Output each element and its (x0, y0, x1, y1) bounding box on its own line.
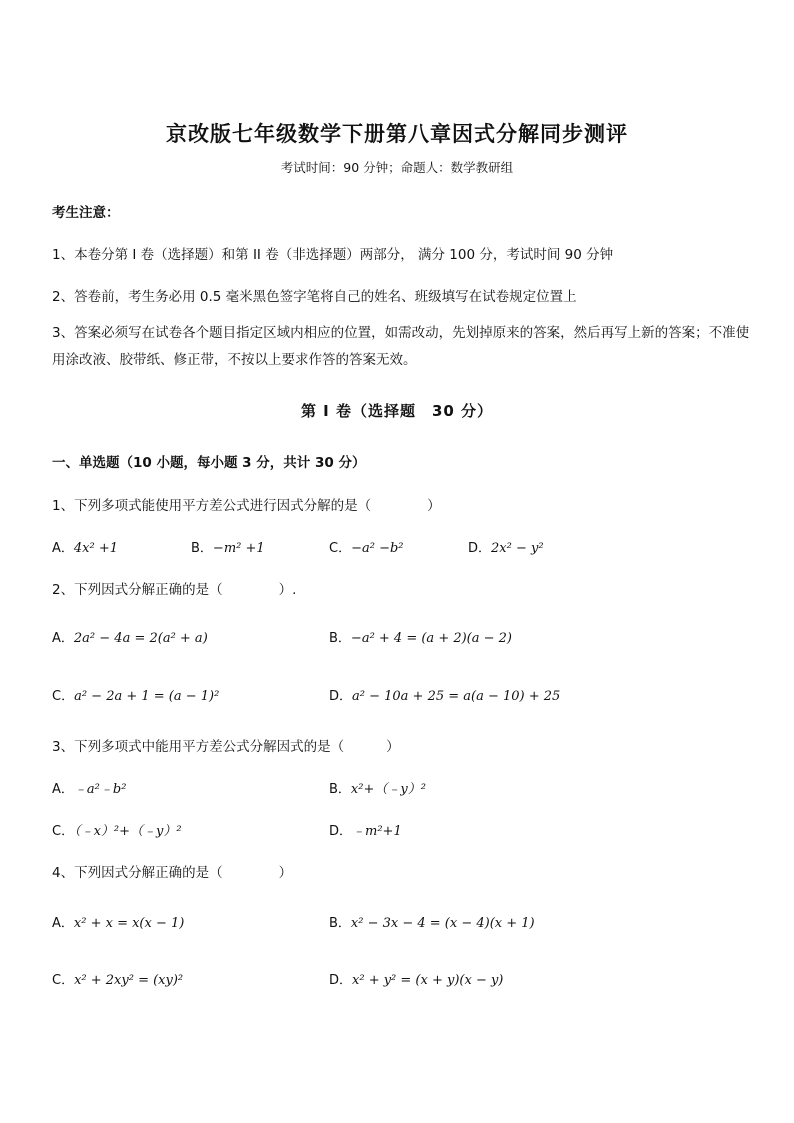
option-label: A． (52, 541, 74, 556)
question-2-stem (52, 578, 296, 598)
question-3-stem (52, 735, 400, 755)
option-c (329, 537, 404, 556)
option-expr: ﹣a²﹣b² (73, 782, 127, 797)
option-a (52, 778, 126, 797)
option-expr: x²+（﹣y）² (350, 782, 426, 797)
question-stem-close: ） (386, 739, 400, 755)
option-label: D． (329, 824, 353, 839)
option-expr: −a² −b² (351, 541, 404, 556)
option-expr: 4x² +1 (73, 541, 119, 556)
option-b (329, 778, 426, 797)
option-expr: （﹣x）²+（﹣y）² (74, 824, 182, 839)
question-4-stem (52, 861, 292, 881)
option-expr: x² + y² = (x + y)(x − y) (352, 973, 504, 988)
option-label: A． (52, 916, 74, 931)
option-expr: 2a² − 4a = 2(a² + a) (73, 631, 208, 646)
option-expr: −a² + 4 = (a + 2)(a − 2) (350, 631, 513, 646)
question-stem-text: 2、下列因式分解正确的是（ (52, 582, 223, 598)
question-1-stem (52, 494, 441, 514)
option-expr: 2x² − y² (491, 541, 544, 556)
option-expr: −m² +1 (212, 541, 265, 556)
option-label: A． (52, 631, 74, 646)
option-expr: x² − 3x − 4 = (x − 4)(x + 1) (350, 916, 535, 931)
section-title: 第 I 卷（选择题 30 分） (300, 402, 494, 420)
question-stem-text: 1、下列多项式能使用平方差公式进行因式分解的是（ (52, 498, 372, 514)
question-stem-text: 3、下列多项式中能用平方差公式分解因式的是（ (52, 739, 345, 755)
option-label: B． (329, 916, 351, 931)
notes-heading: 考生注意： (52, 205, 120, 221)
question-stem-close: ） (278, 865, 293, 881)
option-expr: x² + 2xy² = (xy)² (74, 973, 184, 988)
option-expr: ﹣m²+1 (352, 824, 402, 839)
option-expr: a² − 10a + 25 = a(a − 10) + 25 (352, 689, 561, 704)
option-d (468, 537, 544, 556)
option-label: A． (52, 782, 74, 797)
note-item-2: 2、答卷前，考生务必用 0.5 毫米黑色签字笔将自己的姓名、班级填写在试卷规定位置上 (52, 289, 577, 305)
question-stem-close: ）. (278, 582, 297, 598)
option-label: D． (329, 689, 353, 704)
option-a (52, 537, 118, 556)
option-c (52, 685, 219, 704)
option-d (329, 969, 503, 988)
option-b (191, 537, 265, 556)
option-label: C． (52, 689, 75, 704)
option-expr: x² + x = x(x − 1) (73, 916, 185, 931)
option-label: D． (329, 973, 353, 988)
option-label: C． (329, 541, 352, 556)
option-d (329, 685, 560, 704)
note-item-1: 1、本卷分第 I 卷（选择题）和第 II 卷（非选择题）两部分， 满分 100 分，考试时间 90 分钟 (52, 247, 614, 263)
option-b (329, 627, 512, 646)
option-c (52, 969, 183, 988)
option-a (52, 627, 208, 646)
option-expr: a² − 2a + 1 = (a − 1)² (74, 689, 220, 704)
option-label: B． (329, 631, 351, 646)
option-d (329, 820, 402, 839)
question-stem-text: 4、下列因式分解正确的是（ (52, 865, 223, 881)
option-label: D． (468, 541, 492, 556)
exam-title: 京改版七年级数学下册第八章因式分解同步测评 (166, 121, 628, 146)
note-item-3: 3、答案必须写在试卷各个题目指定区域内相应的位置，如需改动，先划掉原来的答案，然后再写上新的答案；不准使用涂改液、胶带纸、修正带，不按以上要求作答的答案无效。 (52, 325, 750, 368)
exam-subtitle: 考试时间：90 分钟；命题人：数学教研组 (280, 160, 514, 175)
option-label: C． (52, 824, 75, 839)
option-c (52, 820, 182, 839)
option-label: C． (52, 973, 75, 988)
option-label: B． (191, 541, 213, 556)
option-b (329, 912, 535, 931)
option-label: B． (329, 782, 351, 797)
question-stem-close: ） (427, 498, 441, 514)
option-a (52, 912, 184, 931)
part-title: 一、单选题（10 小题，每小题 3 分，共计 30 分） (52, 455, 366, 471)
